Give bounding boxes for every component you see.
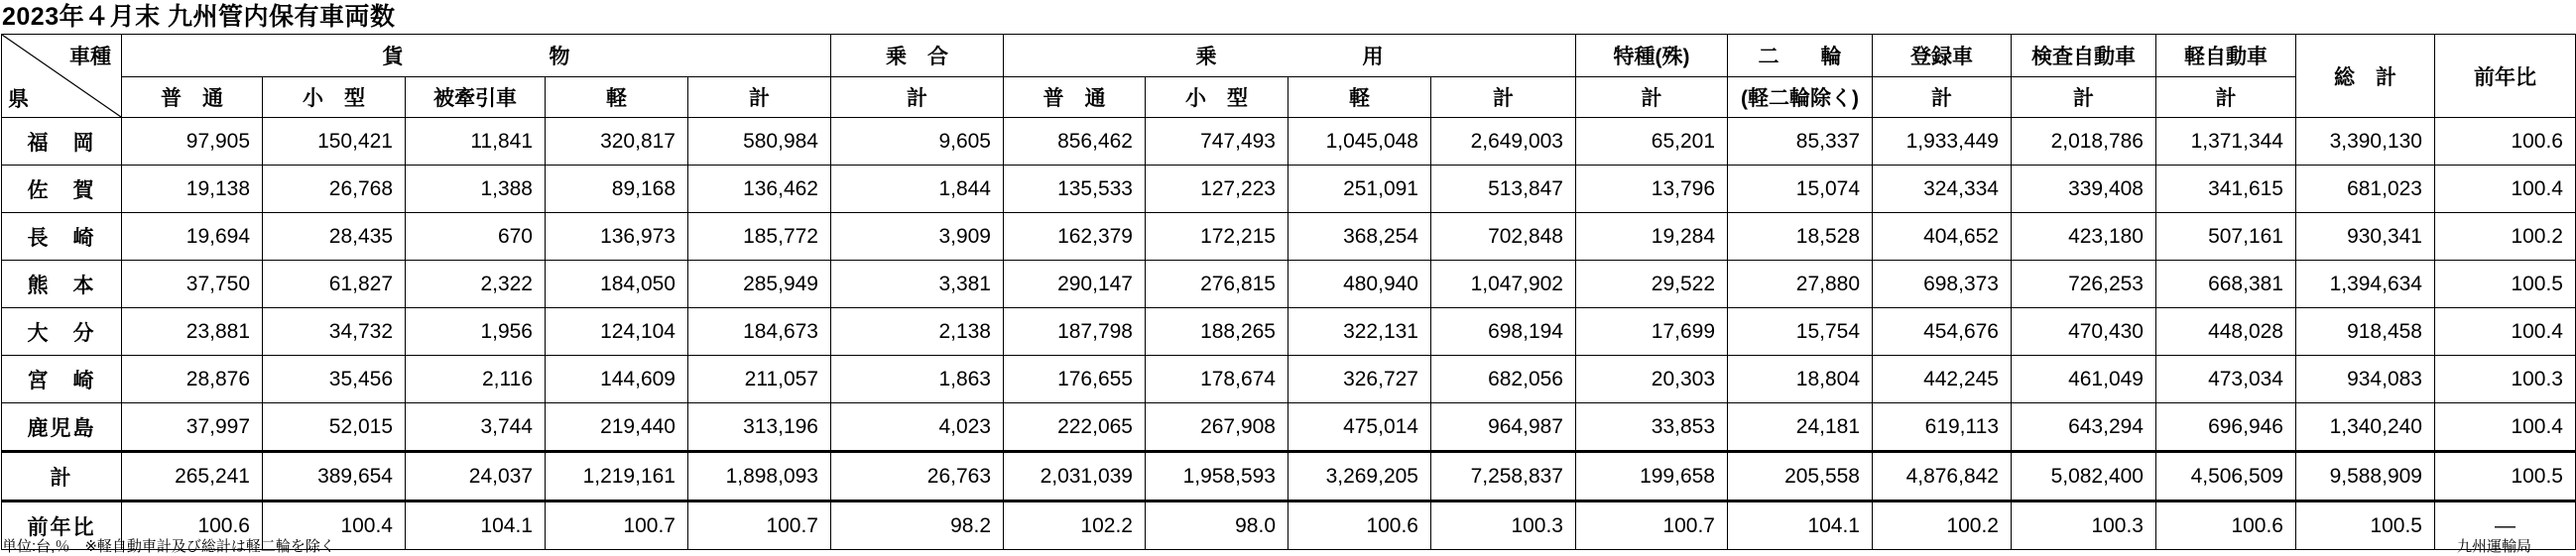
- table-cell: 1,047,902: [1431, 261, 1576, 308]
- table-cell: 1,898,093: [688, 452, 831, 501]
- table-cell: 2,031,039: [1004, 452, 1146, 501]
- table-header: [2, 35, 2576, 118]
- table-cell: 100.7: [546, 501, 688, 550]
- vehicle-table-container: [1, 34, 2576, 550]
- table-row: [2, 213, 2576, 261]
- corner-label-vehicle-type: 車種: [69, 46, 111, 68]
- table-cell: 37,750: [122, 261, 263, 308]
- header-grand-total: 総 計: [2296, 35, 2435, 118]
- header-passenger-total: 計: [1431, 77, 1576, 118]
- table-cell: 682,056: [1431, 356, 1576, 403]
- header-cargo-total: 計: [688, 77, 831, 118]
- table-cell: 100.4: [2435, 403, 2576, 452]
- row-label: 佐 賀: [2, 166, 122, 213]
- table-cell: 150,421: [263, 118, 406, 166]
- table-cell: 726,253: [2012, 261, 2156, 308]
- row-label: 計: [2, 452, 122, 501]
- table-cell: 322,131: [1288, 308, 1431, 356]
- table-cell: 100.2: [1873, 501, 2012, 550]
- table-cell: 100.7: [1576, 501, 1728, 550]
- table-cell: 276,815: [1146, 261, 1288, 308]
- table-cell: 85,337: [1728, 118, 1873, 166]
- table-cell: 1,371,344: [2156, 118, 2296, 166]
- table-cell: 480,940: [1288, 261, 1431, 308]
- table-cell: 475,014: [1288, 403, 1431, 452]
- header-passenger-normal: 普 通: [1004, 77, 1146, 118]
- table-cell: 2,018,786: [2012, 118, 2156, 166]
- table-cell: 162,379: [1004, 213, 1146, 261]
- header-registered-total: 計: [1873, 77, 2012, 118]
- table-cell: 4,876,842: [1873, 452, 2012, 501]
- page-title: 2023年４月末 九州管内保有車両数: [2, 3, 396, 31]
- table-cell: 934,083: [2296, 356, 2435, 403]
- table-cell: 389,654: [263, 452, 406, 501]
- yoy-row: [2, 501, 2576, 550]
- table-cell: 930,341: [2296, 213, 2435, 261]
- table-cell: 19,138: [122, 166, 263, 213]
- table-cell: 100.6: [1288, 501, 1431, 550]
- table-cell: 461,049: [2012, 356, 2156, 403]
- table-cell: 24,037: [406, 452, 546, 501]
- table-cell: 23,881: [122, 308, 263, 356]
- table-cell: 100.2: [2435, 213, 2576, 261]
- table-cell: 33,853: [1576, 403, 1728, 452]
- table-cell: 100.4: [263, 501, 406, 550]
- table-cell: 3,269,205: [1288, 452, 1431, 501]
- table-cell: 507,161: [2156, 213, 2296, 261]
- table-cell: 124,104: [546, 308, 688, 356]
- table-cell: 442,245: [1873, 356, 2012, 403]
- table-cell: 104.1: [406, 501, 546, 550]
- table-cell: 211,057: [688, 356, 831, 403]
- table-cell: 7,258,837: [1431, 452, 1576, 501]
- table-cell: 18,804: [1728, 356, 1873, 403]
- table-cell: 65,201: [1576, 118, 1728, 166]
- table-cell: 698,194: [1431, 308, 1576, 356]
- table-cell: 176,655: [1004, 356, 1146, 403]
- header-inspected-total: 計: [2012, 77, 2156, 118]
- table-cell: 1,394,634: [2296, 261, 2435, 308]
- table-cell: 127,223: [1146, 166, 1288, 213]
- table-cell: 580,984: [688, 118, 831, 166]
- table-cell: 856,462: [1004, 118, 1146, 166]
- table-cell: 19,694: [122, 213, 263, 261]
- table-cell: 2,649,003: [1431, 118, 1576, 166]
- table-cell: 698,373: [1873, 261, 2012, 308]
- table-cell: 470,430: [2012, 308, 2156, 356]
- table-cell: 100.6: [2156, 501, 2296, 550]
- table-cell: 285,949: [688, 261, 831, 308]
- table-cell: 20,303: [1576, 356, 1728, 403]
- source-label: 九州運輸局: [2456, 538, 2531, 555]
- table-cell: 144,609: [546, 356, 688, 403]
- table-cell: 643,294: [2012, 403, 2156, 452]
- row-label: 熊 本: [2, 261, 122, 308]
- row-label: 福 岡: [2, 118, 122, 166]
- table-cell: 3,390,130: [2296, 118, 2435, 166]
- table-cell: 222,065: [1004, 403, 1146, 452]
- table-cell: 136,462: [688, 166, 831, 213]
- table-cell: 135,533: [1004, 166, 1146, 213]
- table-cell: 187,798: [1004, 308, 1146, 356]
- table-cell: 26,768: [263, 166, 406, 213]
- table-cell: 1,388: [406, 166, 546, 213]
- header-cargo-small: 小 型: [263, 77, 406, 118]
- header-kei-total: 計: [2156, 77, 2296, 118]
- table-cell: 3,909: [831, 213, 1004, 261]
- table-cell: 696,946: [2156, 403, 2296, 452]
- table-cell: 4,506,509: [2156, 452, 2296, 501]
- table-cell: 668,381: [2156, 261, 2296, 308]
- table-cell: 2,138: [831, 308, 1004, 356]
- table-cell: 670: [406, 213, 546, 261]
- table-cell: 9,605: [831, 118, 1004, 166]
- table-cell: 100.5: [2435, 452, 2576, 501]
- table-cell: 290,147: [1004, 261, 1146, 308]
- row-label: 大 分: [2, 308, 122, 356]
- header-cargo-group: 貨 物: [122, 35, 831, 77]
- header-cargo-trailer: 被牽引車: [406, 77, 546, 118]
- header-registered: 登録車: [1873, 35, 2012, 77]
- table-cell: 448,028: [2156, 308, 2296, 356]
- table-cell: 27,880: [1728, 261, 1873, 308]
- table-cell: 11,841: [406, 118, 546, 166]
- table-cell: 61,827: [263, 261, 406, 308]
- table-cell: 98.2: [831, 501, 1004, 550]
- table-cell: 188,265: [1146, 308, 1288, 356]
- header-yoy: 前年比: [2435, 35, 2576, 118]
- table-cell: 324,334: [1873, 166, 2012, 213]
- header-passenger-group: 乗 用: [1004, 35, 1576, 77]
- total-row: [2, 452, 2576, 501]
- table-cell: 313,196: [688, 403, 831, 452]
- table-cell: 404,652: [1873, 213, 2012, 261]
- table-cell: 219,440: [546, 403, 688, 452]
- header-special: 特種(殊): [1576, 35, 1728, 77]
- table-cell: 100.3: [2012, 501, 2156, 550]
- table-cell: 89,168: [546, 166, 688, 213]
- table-cell: 98.0: [1146, 501, 1288, 550]
- table-cell: 17,699: [1576, 308, 1728, 356]
- unit-note: 単位:台,％ ※軽自動車計及び総計は軽二輪を除く: [2, 538, 335, 555]
- table-cell: 5,082,400: [2012, 452, 2156, 501]
- header-special-total: 計: [1576, 77, 1728, 118]
- table-cell: 3,381: [831, 261, 1004, 308]
- header-passenger-small: 小 型: [1146, 77, 1288, 118]
- header-passenger-kei: 軽: [1288, 77, 1431, 118]
- vehicle-table: [1, 34, 2576, 550]
- table-cell: 320,817: [546, 118, 688, 166]
- table-cell: 4,023: [831, 403, 1004, 452]
- table-cell: 100.6: [122, 501, 263, 550]
- table-cell: 184,673: [688, 308, 831, 356]
- table-cell: 964,987: [1431, 403, 1576, 452]
- table-cell: 104.1: [1728, 501, 1873, 550]
- header-bus-total: 計: [831, 77, 1004, 118]
- table-cell: 1,863: [831, 356, 1004, 403]
- header-kei: 軽自動車: [2156, 35, 2296, 77]
- table-cell: 100.6: [2435, 118, 2576, 166]
- row-label: 宮 崎: [2, 356, 122, 403]
- table-cell: 15,754: [1728, 308, 1873, 356]
- table-cell: 178,674: [1146, 356, 1288, 403]
- header-cargo-kei: 軽: [546, 77, 688, 118]
- table-cell: 100.4: [2435, 166, 2576, 213]
- corner-label-prefecture: 県: [8, 88, 29, 111]
- table-cell: 97,905: [122, 118, 263, 166]
- table-cell: 513,847: [1431, 166, 1576, 213]
- table-cell: 423,180: [2012, 213, 2156, 261]
- table-cell: 747,493: [1146, 118, 1288, 166]
- table-cell: 100.5: [2435, 261, 2576, 308]
- table-cell: 28,876: [122, 356, 263, 403]
- table-cell: 199,658: [1576, 452, 1728, 501]
- table-cell: 136,973: [546, 213, 688, 261]
- table-cell: 681,023: [2296, 166, 2435, 213]
- table-cell: 339,408: [2012, 166, 2156, 213]
- table-cell: 2,322: [406, 261, 546, 308]
- table-cell: 184,050: [546, 261, 688, 308]
- table-cell: 267,908: [1146, 403, 1288, 452]
- table-cell: 3,744: [406, 403, 546, 452]
- table-cell: 1,958,593: [1146, 452, 1288, 501]
- row-label: 前年比: [2, 501, 122, 550]
- table-body: [2, 118, 2576, 550]
- table-cell: 100.4: [2435, 308, 2576, 356]
- table-cell: 35,456: [263, 356, 406, 403]
- table-cell: 368,254: [1288, 213, 1431, 261]
- table-row: [2, 118, 2576, 166]
- corner-cell: [2, 35, 122, 118]
- table-cell: 326,727: [1288, 356, 1431, 403]
- table-cell: 1,045,048: [1288, 118, 1431, 166]
- table-cell: 702,848: [1431, 213, 1576, 261]
- table-cell: 1,933,449: [1873, 118, 2012, 166]
- header-two-wheel-note: (軽二輪除く): [1728, 77, 1873, 118]
- table-cell: 102.2: [1004, 501, 1146, 550]
- row-label: 鹿児島: [2, 403, 122, 452]
- table-cell: 454,676: [1873, 308, 2012, 356]
- table-cell: 100.3: [1431, 501, 1576, 550]
- table-cell: 15,074: [1728, 166, 1873, 213]
- table-cell: 341,615: [2156, 166, 2296, 213]
- table-cell: 34,732: [263, 308, 406, 356]
- header-bus: 乗 合: [831, 35, 1004, 77]
- table-cell: 100.5: [2296, 501, 2435, 550]
- table-cell: 619,113: [1873, 403, 2012, 452]
- table-cell: 19,284: [1576, 213, 1728, 261]
- table-cell: 265,241: [122, 452, 263, 501]
- table-cell: 37,997: [122, 403, 263, 452]
- table-row: [2, 308, 2576, 356]
- table-cell: 473,034: [2156, 356, 2296, 403]
- table-row: [2, 356, 2576, 403]
- table-cell: 205,558: [1728, 452, 1873, 501]
- table-cell: 13,796: [1576, 166, 1728, 213]
- table-cell: 251,091: [1288, 166, 1431, 213]
- table-cell: 1,219,161: [546, 452, 688, 501]
- header-inspected: 検査自動車: [2012, 35, 2156, 77]
- table-cell: 26,763: [831, 452, 1004, 501]
- table-cell: 2,116: [406, 356, 546, 403]
- row-label: 長 崎: [2, 213, 122, 261]
- table-cell: 28,435: [263, 213, 406, 261]
- table-cell: 1,956: [406, 308, 546, 356]
- table-cell: 185,772: [688, 213, 831, 261]
- table-cell: 918,458: [2296, 308, 2435, 356]
- table-cell: 1,844: [831, 166, 1004, 213]
- table-cell: 24,181: [1728, 403, 1873, 452]
- table-cell: 9,588,909: [2296, 452, 2435, 501]
- table-cell: —: [2435, 501, 2576, 550]
- table-cell: 1,340,240: [2296, 403, 2435, 452]
- table-row: [2, 166, 2576, 213]
- table-cell: 100.7: [688, 501, 831, 550]
- table-row: [2, 261, 2576, 308]
- table-row: [2, 403, 2576, 452]
- header-cargo-normal: 普 通: [122, 77, 263, 118]
- table-cell: 29,522: [1576, 261, 1728, 308]
- header-two-wheel: 二 輪: [1728, 35, 1873, 77]
- table-cell: 172,215: [1146, 213, 1288, 261]
- table-cell: 100.3: [2435, 356, 2576, 403]
- table-cell: 52,015: [263, 403, 406, 452]
- table-cell: 18,528: [1728, 213, 1873, 261]
